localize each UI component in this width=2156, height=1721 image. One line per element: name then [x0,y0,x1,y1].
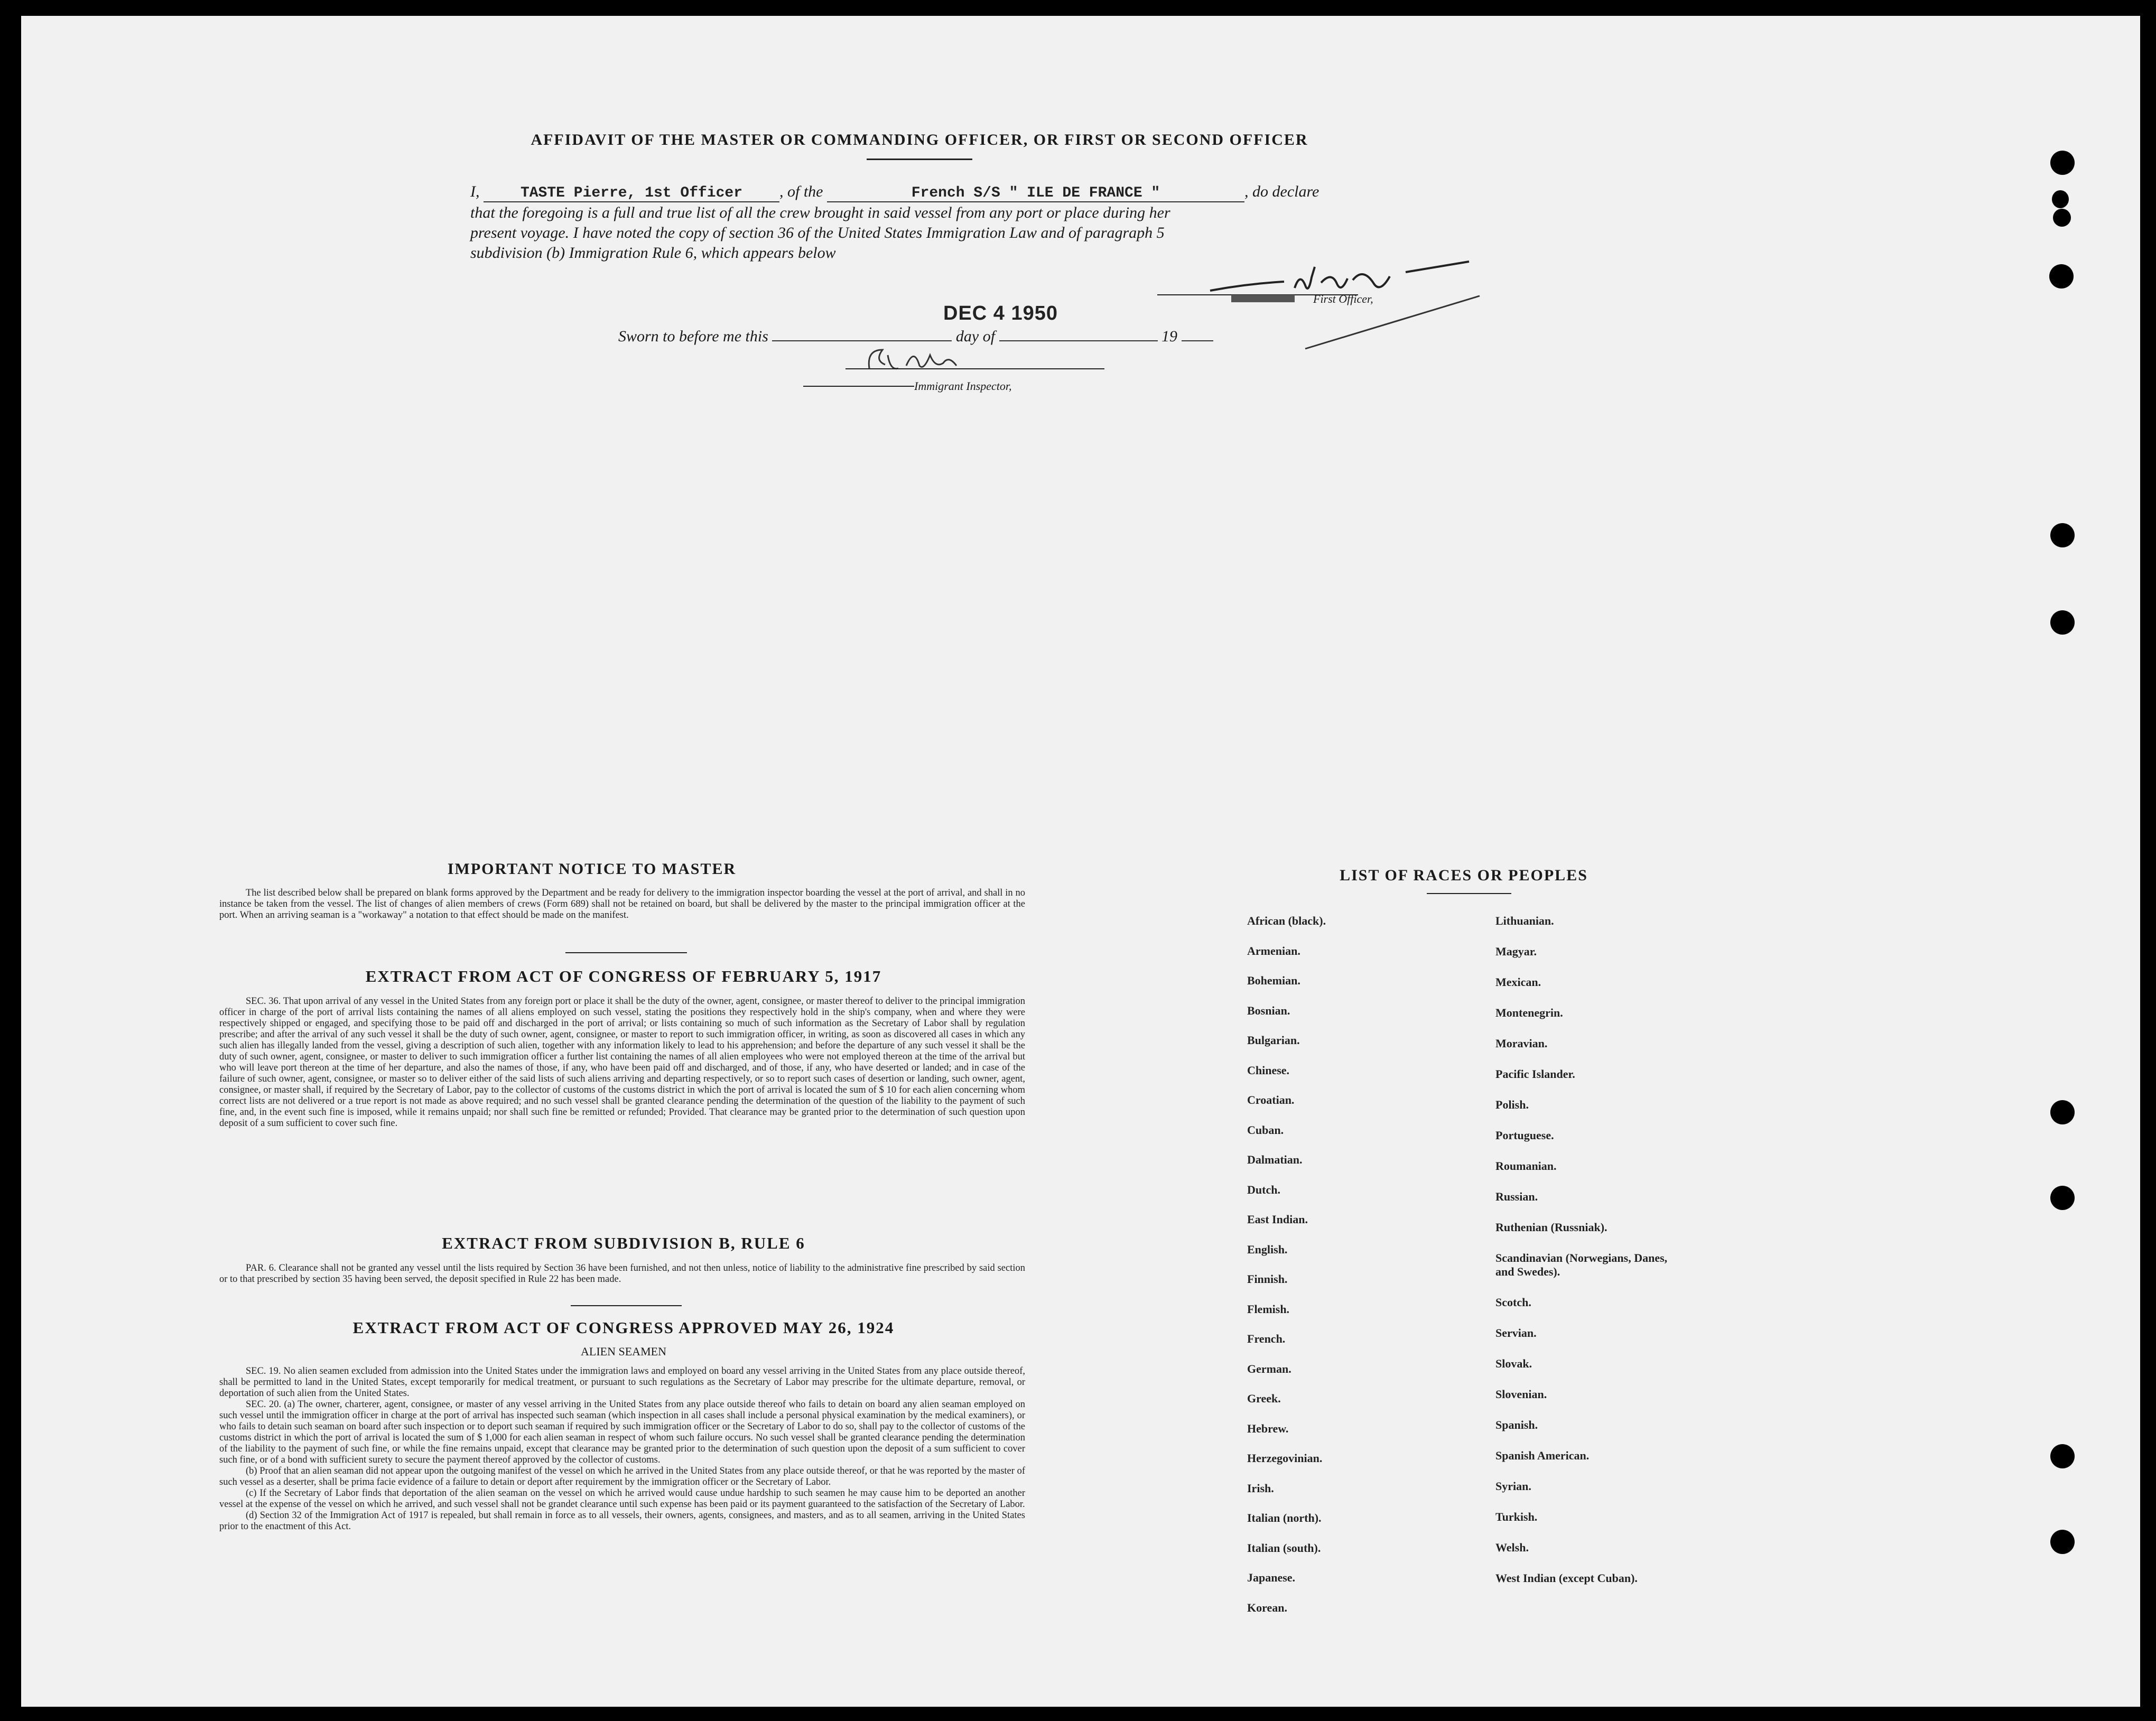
extract-rule6-title: EXTRACT FROM SUBDIVISION B, RULE 6 [442,1234,805,1252]
race-item: Mexican. [1495,975,1541,989]
race-item: German. [1247,1362,1291,1375]
race-item: East Indian. [1247,1213,1308,1226]
inspector-label: Immigrant Inspector, [914,379,1012,393]
affidavit-heading: AFFIDAVIT OF THE MASTER OR COMMANDING OFFICER, OR FIRST OR SECOND OFFICER [531,131,1308,148]
race-item: Croatian. [1247,1093,1295,1106]
race-item: Spanish American. [1495,1449,1590,1462]
race-item: Italian (north). [1247,1511,1322,1524]
punch-hole [2050,610,2075,635]
race-item: Bohemian. [1247,974,1300,987]
section-36-text: SEC. 36. That upon arrival of any vessel in the United States from any foreign port or place it shall be the duty of the owner, agent, consignee, or master thereof to deliver to the principal immigration officer in charge of the port of arrival lists containing the names of all aliens employed on such vessel, stating the positions they respectively hold in the ship's company, when and where they were respectively shipped or engaged, and specifying those to be paid off and discharged in the port of arrival; or lists containing so much of such information as the Secretary of Labor shall by regulation prescribe; and after the arrival of any such vessel it shall be the duty of such owner, agent, consignee, or master to report to such immigration officer, in writing, as soon as discovered all cases in which any such alien has illegally landed from the vessel, giving a description of such alien, together with any information likely to lead to his apprehension; and before the departure of any such vessel it shall be the duty of such owner, agent, consignee, or master to deliver to such immigration officer a further list containing the names of all alien employees who were not employed thereon at the time of the arrival but who will leave port thereon at the time of her departure, and also the names of those, if any, who have been paid off and discharged, and of those, if any, who have deserted or landed; and in case of the failure of such owner, agent, consignee, or master so to deliver either of the said lists of such aliens arriving and departing respectively, or so to report such cases of desertion or landing, such owner, agent, consignee, or master shall, if required by the Secretary of Labor, pay to the collector of customs of the customs district in which the port of arrival is located the sum of $ 10 for each alien concerning whom correct lists are not delivered or a true report is not made as above required; and no such vessel shall be granted clearance pending the determination of the question of the liability to the payment of such fine, and, in the event such fine is imposed, while it remains unpaid; nor shall such fine be remitted or refunded; Provided. That clearance may be granted prior to the determination of such question upon deposit of a sum sufficient to cover such fine. [219,996,1025,1129]
race-item: Armenian. [1247,944,1300,957]
punch-hole [2053,209,2071,227]
day-of-label: day of [955,328,996,345]
race-item: Slovak. [1495,1357,1532,1370]
sec-20d-text: (d) Section 32 of the Immigration Act of 1917 is repealed, but shall remain in force as to all vessels, their owners, agents, consignees, and masters, and as to all seamen, arriving in the United States prior to the enactment of this Act. [219,1510,1025,1532]
punch-hole [2049,264,2074,289]
affidavit-line-1 [470,183,1474,202]
affidavit-line-3: present voyage. I have noted the copy of section 36 of the United States Immigration Law and of paragraph 5 [470,224,1165,241]
race-item: Dalmatian. [1247,1153,1303,1166]
notice-title: IMPORTANT NOTICE TO MASTER [447,860,737,878]
race-item: Spanish. [1495,1418,1538,1431]
race-item: Bosnian. [1247,1003,1290,1017]
race-item: Flemish. [1247,1302,1290,1316]
race-item: West Indian (except Cuban). [1495,1571,1638,1585]
race-item: Magyar. [1495,945,1537,958]
sworn-label: Sworn to before me this [618,328,768,345]
race-item: Bulgarian. [1247,1034,1300,1047]
race-item: Hebrew. [1247,1421,1289,1435]
punch-hole [2052,190,2069,208]
punch-hole [2050,1530,2075,1554]
notice-body [219,888,1025,921]
race-item: Slovenian. [1495,1388,1547,1401]
races-title-rule [1427,893,1511,894]
do-declare-label: , do declare [1244,183,1319,200]
inspector-label-line [803,386,914,387]
inspector-signature [856,339,993,376]
race-item: Ruthenian (Russniak). [1495,1221,1607,1234]
race-item: French. [1247,1332,1286,1345]
race-item: Scotch. [1495,1296,1531,1309]
sec-19-text: SEC. 19. No alien seamen excluded from admission into the United States under the immigration laws and employed on board any vessel arriving in the United States from any place outside thereof, shall be permitted to land in the United States, except temporarily for medical treatment, or pursuant to such regulations as the Secretary of Labor may prescribe for the ultimate departure, removal, or deportation of such alien from the United States. [219,1366,1025,1399]
extract-1917-title: EXTRACT FROM ACT OF CONGRESS OF FEBRUARY 5, 1917 [365,967,882,985]
race-item: English. [1247,1242,1288,1256]
extract-1924-title: EXTRACT FROM ACT OF CONGRESS APPROVED MAY 26, 1924 [352,1318,895,1337]
race-item: Scandinavian (Norwegians, Danes, and Swedes). [1495,1251,1668,1278]
punch-hole [2050,1186,2075,1210]
extract-1917-body [219,996,1025,1129]
i-label: I, [470,183,480,200]
affidavit-line-2: that the foregoing is a full and true list of all the crew brought in said vessel from any port or place during her [470,204,1170,221]
race-item: Cuban. [1247,1123,1284,1137]
race-item: Welsh. [1495,1541,1529,1554]
sec-20c-text: (c) If the Secretary of Labor finds that deportation of the alien seaman on the vessel on which he arrived would cause undue hardship to such seamen he may cause him to be deported an another vessel at the expense of the vessel on which he arrived, and such vessel shall not be grandet clearance until such expense has been paid or its payment guaranteed to the satisfaction of the Secretary of Labor. [219,1488,1025,1510]
document-page [21,16,2140,1707]
affidavit-line-4: subdivision (b) Immigration Rule 6, which appears below [470,244,836,262]
of-the-label: , of the [779,183,823,200]
race-item: Italian (south). [1247,1541,1321,1555]
sec-20a-text: SEC. 20. (a) The owner, charterer, agent, consignee, or master of any vessel arriving in the United States from any place outside thereof who fails to detain on board any alien seaman employed on such vessel until the immigration officer in charge at the port of arrival has inspected such seaman (which inspection in all cases shall include a personal physical examination by the medical examiners), or who fails to detain such seaman on board after such inspection or to deport such seaman if required by such immigration officer or the Secretary of Labor to do so, shall pay to the collector of customs of the customs district in which the port of arrival is located the sum of $ 1,000 for each alien seaman in respect of whom such failure occurs. No such vessel shall be granted clearance pending the determination of the liability to the payment of such fine, or while the fine remains unpaid, except that clearance may be granted prior to the determination of such question upon the deposit of a sum sufficient to cover such fine, or of a bond with sufficient surety to secure the payment thereof approved by the collector of customs. [219,1399,1025,1465]
races-right-column [1480,914,1702,1622]
sec-20b-text: (b) Proof that an alien seaman did not appear upon the outgoing manifest of the vessel on which he arrived in the United States from any place outside thereof, or that he was reported by the master of such vessel as a deserter, shall be prima facie evidence of a failure to detain or deport after requirement by the immigration officer or the Secretary of Labor. [219,1466,1025,1487]
race-item: Herzegovinian. [1247,1452,1323,1465]
race-item: Polish. [1495,1098,1529,1111]
race-item: Finnish. [1247,1272,1288,1286]
race-item: Chinese. [1247,1063,1290,1077]
race-item: Korean. [1247,1601,1287,1614]
extract-1924-body [219,1366,1025,1532]
inspector-signature-line [845,368,1104,369]
race-item: Pacific Islander. [1495,1067,1575,1081]
race-item: African (black). [1247,914,1326,927]
race-item: Irish. [1247,1481,1274,1495]
race-item: Roumanian. [1495,1159,1557,1173]
notice-text: The list described below shall be prepared on blank forms approved by the Department and be ready for delivery to the immigration inspector boarding the vessel at the port of arrival, and shall in no instance be taken from the vessel. The list of changes of alien members of crews (Form 689) shall not be retained on board, but shall be delivered by the master to the principal immigration officer at the port. When an arriving seaman is a "workaway" a notation to that effect should be made on the manifest. [219,888,1025,920]
bleed-through-number [100,122,124,231]
race-item: Dutch. [1247,1183,1280,1196]
punch-hole [2050,523,2075,547]
struck-out-words [1231,295,1295,302]
affidavit-heading-rule [867,159,972,160]
alien-seamen-subtitle: ALIEN SEAMEN [581,1345,666,1358]
races-title: LIST OF RACES OR PEOPLES [1340,867,1588,884]
sworn-slash [1300,291,1490,354]
par-6-text: PAR. 6. Clearance shall not be granted any vessel until the lists required by Section 36 have been furnished, and not then unless, notice of liability to the administrative fine prescribed by said section or to that prescribed by section 35 having been served, the deposit specified in Rule 22 has been made. [219,1263,1025,1285]
punch-hole [2050,151,2075,175]
notice-rule [565,952,687,953]
race-item: Servian. [1495,1326,1537,1339]
race-item: Moravian. [1495,1037,1548,1050]
races-left-column [1231,914,1453,1622]
year-prefix: 19 [1161,328,1178,345]
race-item: Russian. [1495,1190,1538,1203]
rule6-rule [571,1305,682,1306]
extract-rule6-body [219,1263,1025,1285]
punch-hole [2050,1444,2075,1468]
officer-name: TASTE Pierre, 1st Officer [484,185,779,202]
race-item: Portuguese. [1495,1129,1554,1142]
race-item: Montenegrin. [1495,1006,1563,1019]
vessel-name: French S/S " ILE DE FRANCE " [827,185,1244,202]
race-item: Turkish. [1495,1510,1538,1523]
race-item: Greek. [1247,1392,1281,1405]
punch-hole [2050,1100,2075,1124]
race-item: Lithuanian. [1495,914,1554,927]
officer-label: First Officer, [1313,292,1373,305]
race-item: Syrian. [1495,1480,1531,1493]
sworn-date-stamp: DEC 4 1950 [943,302,1058,324]
race-item: Japanese. [1247,1571,1296,1584]
